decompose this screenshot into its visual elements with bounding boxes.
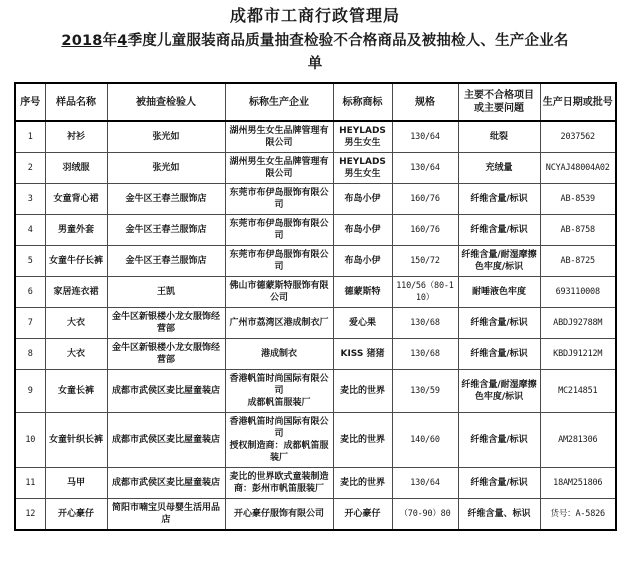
cell-batch: MC214851: [540, 370, 616, 413]
cell-sample-name: 男童外套: [45, 215, 107, 246]
cell-index: 12: [15, 499, 45, 531]
cell-index: 2: [15, 153, 45, 184]
cell-issue: 纤维含量/标识: [458, 184, 540, 215]
subtitle-rest: 季度儿童服装商品质量抽查检验不合格商品及被抽检人、生产企业名: [127, 33, 569, 49]
cell-producer: 开心豪仔服饰有限公司: [225, 499, 333, 531]
cell-index: 9: [15, 370, 45, 413]
cell-brand: 麦比的世界: [333, 370, 392, 413]
cell-spec: 160/76: [392, 184, 458, 215]
column-header-producer: 标称生产企业: [225, 83, 333, 121]
cell-index: 7: [15, 308, 45, 339]
table-row: [15, 413, 616, 468]
cell-spec: 130/59: [392, 370, 458, 413]
table-row: [15, 246, 616, 277]
cell-producer: 港成制衣: [225, 339, 333, 370]
cell-inspectee: 简阳市喃宝贝母婴生活用品店: [107, 499, 225, 531]
cell-producer: 香港帆笛时尚国际有限公司 成都帆笛服装厂: [225, 370, 333, 413]
table-body: [15, 121, 616, 530]
cell-producer: 广州市荔湾区港成制衣厂: [225, 308, 333, 339]
cell-inspectee: 金牛区王春兰服饰店: [107, 184, 225, 215]
cell-brand: HEYLADS 男生女生: [333, 153, 392, 184]
cell-brand: KISS 猪猪: [333, 339, 392, 370]
column-header-spec: 规格: [392, 83, 458, 121]
cell-spec: 150/72: [392, 246, 458, 277]
cell-batch: 2037562: [540, 121, 616, 153]
cell-index: 8: [15, 339, 45, 370]
cell-spec: 130/64: [392, 468, 458, 499]
cell-inspectee: 金牛区新银楼小龙女服饰经营部: [107, 308, 225, 339]
column-header-sample-name: 样品名称: [45, 83, 107, 121]
cell-index: 6: [15, 277, 45, 308]
cell-sample-name: 家居连衣裙: [45, 277, 107, 308]
cell-batch: AB-8725: [540, 246, 616, 277]
cell-batch: 货号：A-5826: [540, 499, 616, 531]
table-row: [15, 308, 616, 339]
table-header-row: [15, 83, 616, 121]
cell-inspectee: 金牛区王春兰服饰店: [107, 246, 225, 277]
cell-issue: 耐唾液色牢度: [458, 277, 540, 308]
cell-producer: 东莞市布伊岛服饰有限公司: [225, 215, 333, 246]
cell-index: 5: [15, 246, 45, 277]
cell-sample-name: 大衣: [45, 339, 107, 370]
cell-issue: 纤维含量/标识: [458, 413, 540, 468]
cell-brand: 德蒙斯特: [333, 277, 392, 308]
cell-inspectee: 王凯: [107, 277, 225, 308]
cell-issue: 纰裂: [458, 121, 540, 153]
column-header-index: 序号: [15, 83, 45, 121]
cell-index: 1: [15, 121, 45, 153]
cell-inspectee: 张光如: [107, 153, 225, 184]
cell-spec: （70-90）80: [392, 499, 458, 531]
cell-brand: HEYLADS 男生女生: [333, 121, 392, 153]
table-row: [15, 215, 616, 246]
cell-producer: 麦比的世界欧式童装制造商：彭州市帆笛服装厂: [225, 468, 333, 499]
cell-sample-name: 羽绒服: [45, 153, 107, 184]
subtitle-quarter: 4: [117, 33, 128, 49]
cell-brand: 麦比的世界: [333, 468, 392, 499]
cell-brand: 爱心果: [333, 308, 392, 339]
cell-brand: 布岛小伊: [333, 184, 392, 215]
cell-brand: 开心豪仔: [333, 499, 392, 531]
cell-issue: 纤维含量、标识: [458, 499, 540, 531]
cell-issue: 纤维含量/耐湿摩擦色牢度/标识: [458, 370, 540, 413]
cell-sample-name: 女童针织长裤: [45, 413, 107, 468]
cell-batch: 18AM251806: [540, 468, 616, 499]
cell-spec: 160/76: [392, 215, 458, 246]
document-page: [0, 6, 630, 581]
cell-inspectee: 成都市武侯区麦比屋童装店: [107, 413, 225, 468]
table-row: [15, 121, 616, 153]
cell-brand: 麦比的世界: [333, 413, 392, 468]
cell-index: 11: [15, 468, 45, 499]
cell-issue: 纤维含量/标识: [458, 339, 540, 370]
cell-sample-name: 女童牛仔长裤: [45, 246, 107, 277]
cell-issue: 充绒量: [458, 153, 540, 184]
cell-spec: 130/68: [392, 339, 458, 370]
cell-inspectee: 金牛区新银楼小龙女服饰经营部: [107, 339, 225, 370]
cell-inspectee: 成都市武侯区麦比屋童装店: [107, 468, 225, 499]
document-subtitle: [16, 30, 614, 53]
cell-issue: 纤维含量/标识: [458, 215, 540, 246]
cell-spec: 110/56（80-110）: [392, 277, 458, 308]
cell-inspectee: 张光如: [107, 121, 225, 153]
cell-producer: 佛山市德蒙斯特服饰有限公司: [225, 277, 333, 308]
column-header-brand: 标称商标: [333, 83, 392, 121]
cell-inspectee: 成都市武侯区麦比屋童装店: [107, 370, 225, 413]
cell-index: 10: [15, 413, 45, 468]
table-row: [15, 184, 616, 215]
cell-spec: 130/64: [392, 153, 458, 184]
cell-batch: NCYAJ48004A02: [540, 153, 616, 184]
cell-sample-name: 马甲: [45, 468, 107, 499]
cell-batch: AB-8539: [540, 184, 616, 215]
table-row: [15, 499, 616, 531]
column-header-batch: 生产日期或批号: [540, 83, 616, 121]
table-row: [15, 370, 616, 413]
table-row: [15, 468, 616, 499]
document-subtitle-line2: 单: [307, 56, 323, 72]
inspection-results-table: [14, 82, 617, 531]
page-title: 成都市工商行政管理局: [229, 6, 400, 25]
cell-issue: 纤维含量/耐湿摩擦色牢度/标识: [458, 246, 540, 277]
cell-sample-name: 女童长裤: [45, 370, 107, 413]
column-header-issue: 主要不合格项目或主要问题: [458, 83, 540, 121]
table-row: [15, 339, 616, 370]
cell-brand: 布岛小伊: [333, 215, 392, 246]
cell-batch: 693110008: [540, 277, 616, 308]
cell-batch: AB-8758: [540, 215, 616, 246]
cell-sample-name: 开心豪仔: [45, 499, 107, 531]
cell-sample-name: 女童背心裙: [45, 184, 107, 215]
cell-producer: 香港帆笛时尚国际有限公司 授权制造商：成都帆笛服装厂: [225, 413, 333, 468]
column-header-inspectee: 被抽查检验人: [107, 83, 225, 121]
cell-brand: 布岛小伊: [333, 246, 392, 277]
cell-spec: 130/64: [392, 121, 458, 153]
cell-producer: 东莞市布伊岛服饰有限公司: [225, 184, 333, 215]
cell-spec: 140/60: [392, 413, 458, 468]
cell-index: 3: [15, 184, 45, 215]
cell-batch: KBDJ91212M: [540, 339, 616, 370]
subtitle-year: 2018: [61, 33, 103, 49]
cell-producer: 东莞市布伊岛服饰有限公司: [225, 246, 333, 277]
cell-spec: 130/68: [392, 308, 458, 339]
table-row: [15, 153, 616, 184]
subtitle-year-unit: 年: [102, 33, 118, 49]
cell-issue: 纤维含量/标识: [458, 308, 540, 339]
cell-issue: 纤维含量/标识: [458, 468, 540, 499]
cell-batch: ABDJ92788M: [540, 308, 616, 339]
cell-inspectee: 金牛区王春兰服饰店: [107, 215, 225, 246]
cell-batch: AM281306: [540, 413, 616, 468]
cell-sample-name: 大衣: [45, 308, 107, 339]
cell-producer: 湖州男生女生品牌管理有限公司: [225, 121, 333, 153]
cell-index: 4: [15, 215, 45, 246]
table-row: [15, 277, 616, 308]
cell-producer: 湖州男生女生品牌管理有限公司: [225, 153, 333, 184]
cell-sample-name: 衬衫: [45, 121, 107, 153]
